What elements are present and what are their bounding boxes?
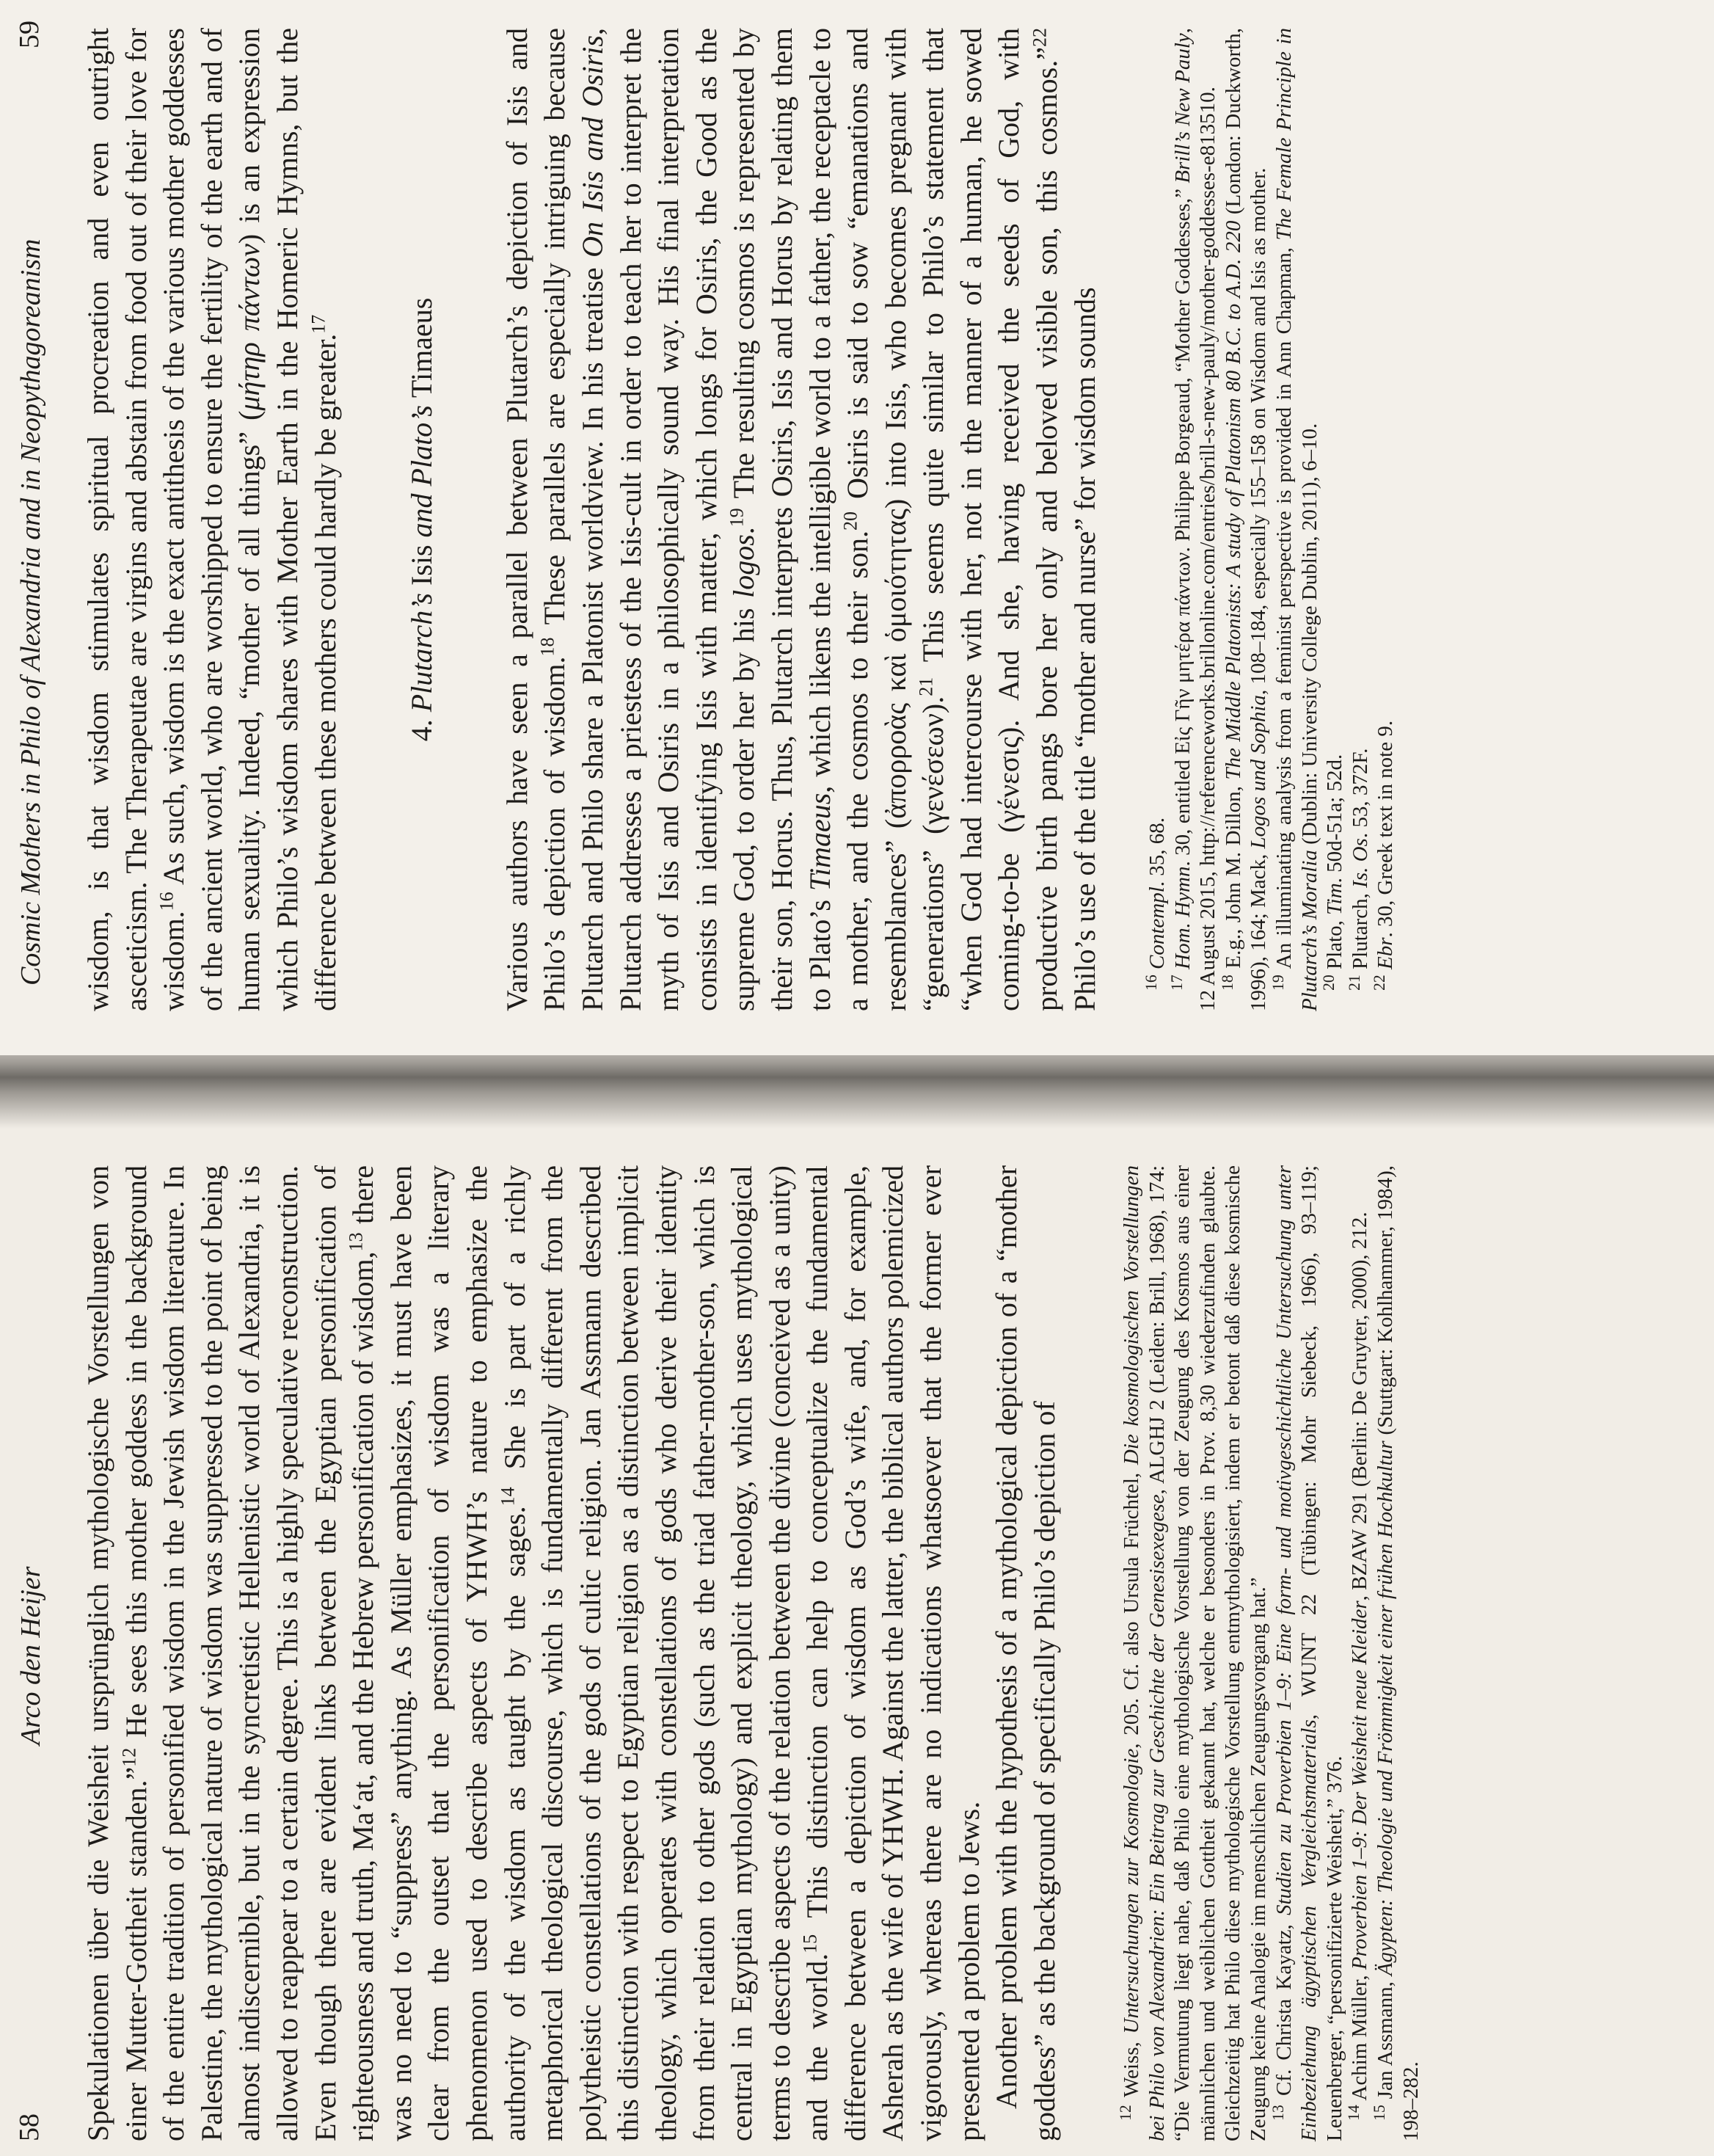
- text-run: , 205. Cf. also Ursula Früchtel,: [1120, 1465, 1143, 1749]
- footnote-marker: 20: [839, 511, 861, 531]
- italic-text: μήτηρ πάντων: [233, 244, 266, 411]
- footnote: [1221, 28, 1272, 1011]
- left-page: [0, 1099, 1714, 2156]
- text-run: The resulting cosmos is represented by their son, Horus. Thus, Plutarch interprets Osiris, Isis and Horus by relating them to Plato’s: [727, 27, 836, 1011]
- text-run: He sees this mother goddess in the background of the entire tradition of personified wisdom in the Jewish wisdom literature. In Palestine, the mythological nature of wisdom was suppressed to the point of being almost indiscernible, but in the syncretistic Hellenistic world of Alexandria, it is allowed to reappear to a certain degree. This is a highly speculative reconstruction. Even though there are evident links between the Egyptian personification of righteousness and truth, Ma‘at, and the Hebrew personification of wisdom,: [119, 1165, 380, 2141]
- text-run: . 50d-51a; 52d.: [1323, 754, 1347, 884]
- footnote-marker: 12: [118, 1747, 140, 1767]
- body-text: [79, 28, 1104, 1011]
- page-number: 59: [14, 21, 45, 48]
- text-run: Plutarch,: [1348, 887, 1372, 975]
- text-run: This seems quite similar to Philo’s statement that “when God had intercourse with her, not in the manner of a human, he sowed coming-to-be (γένεσις). And she, having received the seeds of God, with productive birth pangs bore her only and beloved visible son, this cosmos.”: [916, 27, 1064, 1011]
- text-run: Another problem with the hypothesis of a mythological depiction of a “mother goddess” as the background of specifically Philo’s depiction of: [990, 1165, 1061, 2141]
- text-run: Spekulationen über die Weisheit ursprünglich mythologische Vorstellungen von einer Mutter-Gottheit standen.”: [81, 1165, 153, 2141]
- text-run: Plato,: [1323, 914, 1347, 975]
- text-run: She is part of a richly metaphorical theological discourse, which is fundamentally different from the polytheistic constellations of the gods of cultic religion. Jan Assmann described this distinction with respect to Egyptian religion as a distinction between implicit theology, which operates with constellations of gods who derive their identity from their relation to other gods (such as the triad father-mother-son, which is central in Egyptian mythology) and explicit theology, which uses mythological terms to describe aspects of the relation between the divine (conceived as a unity) and the world.: [497, 1165, 834, 2141]
- footnote-marker: 13: [1269, 2105, 1287, 2121]
- text-run: Jan Assmann,: [1373, 1975, 1397, 2105]
- italic-text: Is. Os: [1348, 838, 1372, 888]
- italic-text: Untersuchungen zur Kosmologie: [1120, 1748, 1143, 2034]
- text-run: . 30, entitled Εἰς Γῆν μητέρα πάντων. Philippe Borgeaud, “Mother Goddesses,”: [1170, 183, 1195, 867]
- text-run: Achim Müller,: [1348, 1970, 1372, 2105]
- page-number: 58: [14, 2113, 45, 2141]
- text-run: .: [727, 527, 761, 535]
- paragraph: [79, 28, 344, 1011]
- running-head: Arco den Heijer: [15, 1566, 46, 1745]
- section-heading: [403, 28, 441, 1011]
- text-run: . 30, Greek text in note 9.: [1374, 720, 1398, 938]
- body-text: [79, 1165, 1063, 2141]
- italic-text: Proverbien 1–9: Der Weisheit neue Kleider: [1348, 1600, 1372, 1970]
- text-run: , 12 August 2015, http://referenceworks.brillonline.com/entries/brill-s-new-pauly/mother-goddesses-e813510.: [1170, 27, 1220, 1011]
- italic-text: and Plato’s: [405, 398, 439, 545]
- paragraph: [79, 1165, 988, 2141]
- footnote-marker: 22: [1371, 975, 1389, 991]
- text-run: Timaeus: [405, 297, 439, 398]
- text-run: , Plutarch addresses a priestess of the Isis-cult in order to teach her to interpret the myth of Isis and Osiris in a philosophically sound way. His final interpretation consists in identifying Isis with matter, which longs for Osiris, the Good as the supreme God, to order her by his: [575, 28, 761, 1011]
- footnote-marker: 16: [156, 892, 178, 911]
- text-run: Osiris is said to sow “emanations and resemblances” (ἀπορροὰς καὶ ὁμοιότητας) into Isis, who becomes pregnant with “generations” (γενέσεων).: [841, 28, 950, 1011]
- footnote-marker: 21: [915, 677, 937, 696]
- italic-text: Plutarch’s: [405, 586, 439, 713]
- italic-text: Logos und Sophia: [1247, 695, 1271, 849]
- italic-text: logos: [727, 534, 761, 598]
- footnote-marker: 18: [1219, 975, 1236, 991]
- italic-text: The Middle Platonists: A study of Platonism 80 B.C. to A.D. 220: [1221, 220, 1245, 780]
- text-run: Weiss,: [1120, 2033, 1143, 2105]
- text-run: This distinction can help to conceptualize the fundamental difference between a depiction of wisdom as God’s wife, and, for example, Asherah as the wife of YHWH. Against the latter, the biblical authors polemicized vigorously, whereas there are no indications whatsoever that the former ever presented a problem to Jews.: [801, 1165, 985, 2141]
- text-run: As such, wisdom is the exact antithesis of the various mother goddesses of the ancient world, who are worshipped to ensure the fertility of the earth and of human sexuality. Indeed, “mother of all things” (: [157, 28, 266, 1011]
- italic-text: On Isis and Osiris: [575, 35, 609, 258]
- footnote-marker: 14: [1345, 2105, 1363, 2121]
- footnote-marker: 21: [1345, 975, 1363, 991]
- italic-text: Hom. Hymn: [1170, 866, 1195, 969]
- italic-text: Die kosmologischen Vorstellungen bei Philo von Alexandrien: Ein Beitrag zur Geschichte der Genesisexegese: [1120, 1165, 1169, 2141]
- italic-text: Brill’s New Pauly: [1170, 33, 1195, 183]
- text-run: (Dublin: University College Dublin, 2011), 6–10.: [1297, 423, 1321, 851]
- text-run: Various authors have seen a parallel between Plutarch’s depiction of Isis and Philo’s depiction of wisdom.: [500, 28, 572, 1011]
- footnote-marker: 16: [1142, 975, 1161, 991]
- footnote: [1345, 28, 1374, 1011]
- footnote-marker: 22: [1029, 28, 1051, 47]
- text-run: E.g., John M. Dillon,: [1221, 779, 1245, 975]
- text-run: [1374, 969, 1397, 975]
- text-run: wisdom, is that wisdom stimulates spiritual procreation and even outright asceticism. The Therapeutae are virgins and abstain from food out of their love for wisdom.: [81, 28, 191, 1011]
- text-run: [1171, 969, 1195, 975]
- footnotes: [1119, 1165, 1423, 2141]
- footnote: [1373, 1165, 1423, 2141]
- text-run: An illuminating analysis from a feminist perspective is provided in Ann Chapman,: [1272, 240, 1296, 975]
- text-run: [1145, 969, 1169, 975]
- text-run: ) is an expression which Philo’s wisdom shares with Mother Earth in the Homeric Hymns, but the difference between these mothers could hardly be greater.: [233, 27, 342, 1011]
- footnote-marker: 17: [1167, 975, 1186, 991]
- footnote: [1269, 1165, 1348, 2141]
- footnote-marker: 19: [1269, 975, 1288, 991]
- footnote-marker: 15: [1371, 2105, 1389, 2121]
- italic-text: Timaeus: [803, 793, 836, 892]
- italic-text: Tim: [1323, 883, 1347, 915]
- italic-text: The Female Principle in Plutarch’s Moralia: [1272, 28, 1321, 1011]
- footnote: [1167, 27, 1221, 1011]
- text-run: , WUNT 22 (Tübingen: Mohr Siebeck, 1966), 93–119; Leuenberger, “personifizierte Weisheit,” 376.: [1297, 1165, 1346, 2141]
- paragraph: [498, 28, 1104, 1011]
- text-run: 4.: [405, 712, 439, 742]
- running-head: Cosmic Mothers in Philo of Alexandria and in Neopythagoreanism: [15, 238, 46, 986]
- text-run: Philo’s use of the title “mother and nurse” for wisdom sounds: [1068, 287, 1101, 1011]
- footnote-marker: 14: [497, 1487, 519, 1507]
- text-run: (London: Duckworth, 1996), 164; Mack,: [1221, 28, 1271, 1011]
- text-run: , ALGHJ 2 (Leiden: Brill, 1968), 174: “Die Vermutung liegt nahe, daß Philo eine mythologische Vorstellung von der Zeugung des Kosmos aus einer männlichen und weiblichen Gottheit gekannt hat, welche er besonders in Prov. 8,30 wiederzufinden glaubte. Gleichzeitig hat Philo diese mythologische Vorstellung entmythologisiert, indem er betont daß diese kosmische Zeugung keine Analogie im menschlichen Zeugungsvorgang hat.”: [1145, 1165, 1270, 2141]
- paragraph: [988, 1165, 1063, 2141]
- footnote: [1142, 28, 1170, 1011]
- italic-text: Ägypten: Theologie und Frömmigkeit einer frühen Hochkultur: [1373, 1441, 1397, 1976]
- text-run: Cf. Christa Kayatz,: [1272, 1915, 1296, 2105]
- text-run: These parallels are especially intriguing because Plutarch and Philo share a Platonist worldview. In his treatise: [538, 28, 609, 1011]
- footnote-marker: 19: [726, 508, 748, 528]
- footnote-marker: 18: [537, 637, 559, 657]
- text-run: Isis: [405, 545, 439, 586]
- footnote: [1322, 28, 1348, 1011]
- footnote-marker: 15: [799, 1934, 821, 1953]
- italic-text: Contempl: [1145, 886, 1169, 969]
- footnote-marker: 20: [1320, 975, 1338, 991]
- text-run: , 108–184, especially 155–158 on Wisdom and Isis as mother.: [1247, 167, 1271, 696]
- footnote-marker: 13: [345, 1232, 367, 1252]
- italic-text: Studien zu Proverbien 1–9: Eine form- und motivgeschichtliche Untersuchung unter Einbeziehung ägyptischen Vergleichsmaterials: [1272, 1165, 1321, 2141]
- footnote: [1347, 1165, 1373, 2141]
- text-run: , which likens the intelligible world to a father, the receptacle to a mother, and the cosmos to their son.: [803, 28, 875, 1011]
- footnote: [1373, 28, 1398, 1011]
- right-page: [0, 0, 1714, 1055]
- footnote-marker: 12: [1117, 2105, 1135, 2121]
- footnote: [1269, 28, 1322, 1011]
- text-run: . 35, 68.: [1145, 817, 1169, 887]
- text-run: . 53, 372F.: [1348, 748, 1372, 839]
- text-run: (Stuttgart: Kohlhammer, 1984), 198–282.: [1373, 1165, 1423, 2141]
- footnote: [1119, 1165, 1272, 2141]
- footnotes: [1142, 27, 1398, 1011]
- footnote-marker: 17: [307, 314, 329, 334]
- text-run: , BZAW 291 (Berlin: De Gruyter, 2000), 212.: [1348, 1212, 1372, 1601]
- text-run: there was no need to “suppress” anything. As Müller emphasizes, it must have been clear from the outset that the personification of wisdom was a literary phenomenon used to describe aspects of YHWH’s nature to emphasize the authority of the wisdom as taught by the sages.: [346, 1165, 531, 2141]
- italic-text: Ebr: [1374, 937, 1398, 969]
